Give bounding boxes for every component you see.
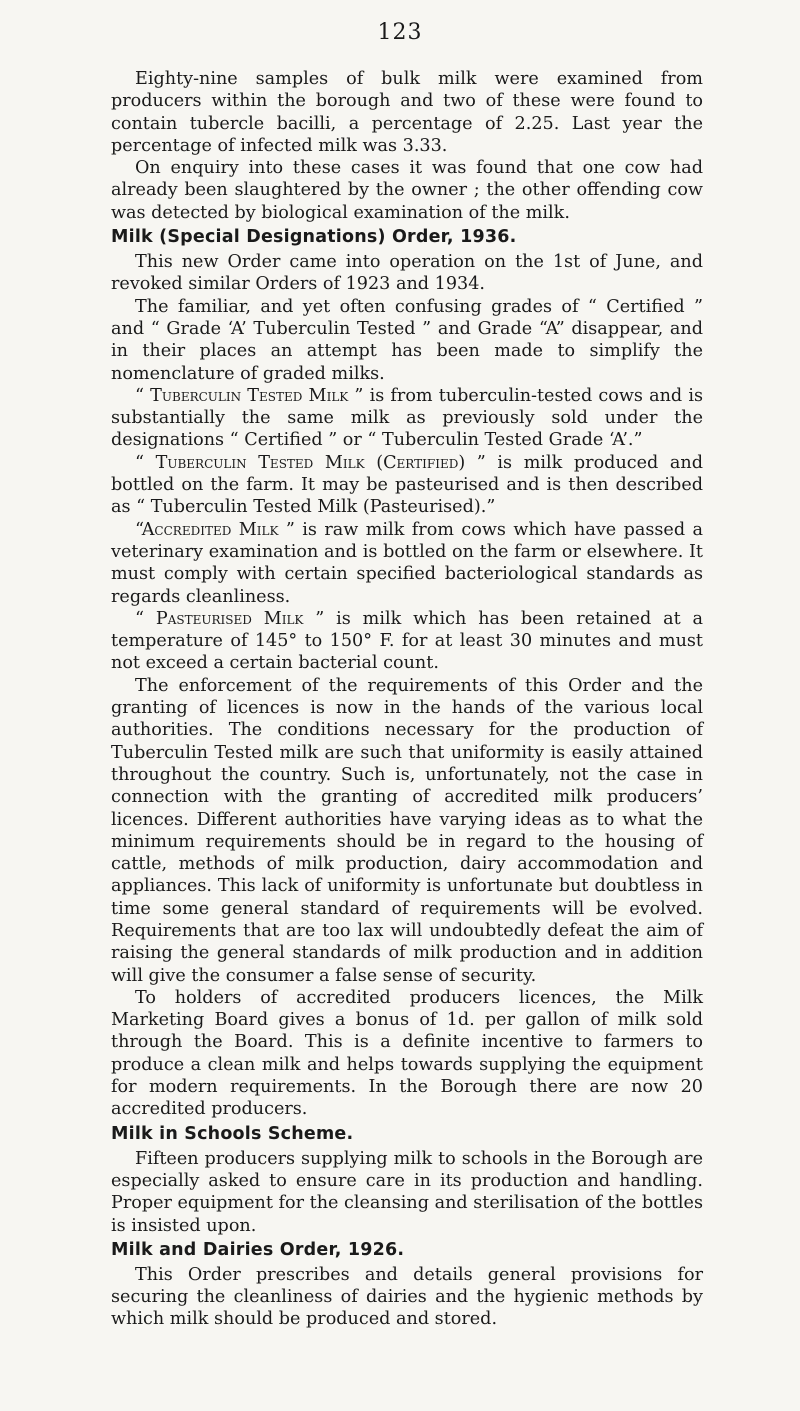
paragraph-order-operation: This new Order came into operation on the 1st of June, and revoked similar Orders of 1923 and 1934. — [111, 252, 703, 295]
heading-milk-dairies-order: Milk and Dairies Order, 1926. — [111, 1239, 405, 1260]
paragraph-marketing-board-bonus: To holders of accredited producers licences, the Milk Marketing Board gives a bonus of 1d. per gallon of milk sold through the Board. This is a definite incentive to farmers to produce a clean milk and helps towards supplying the equipment for modern requirements. In the Borough there are now 20 accredited producers. — [111, 987, 703, 1120]
term-tuberculin-tested-milk: “ Tuberculin Tested Milk ” — [135, 385, 364, 406]
paragraph-enforcement: The enforcement of the requirements of this Order and the granting of licences is now in the hands of the various local authorities. The conditions necessary for the production of Tuberculin Tested milk are such that uniformity is easily attained throughout the country. Such is, unfortunately, not the case in connection with the granting of accredited milk producers’ licences. Different authorities have varying ideas as to what the minimum requirements should be in regard to the housing of cattle, methods of milk production, dairy accommodation and appliances. This lack of uniformity is unfortunate but doubtless in time some general standard of requirements will be evolved. Requirements that are too lax will undoubtedly defeat the aim of raising the general standards of milk production and in addition will give the consumer a false sense of security. — [111, 675, 703, 986]
heading-special-designations-order: Milk (Special Designations) Order, 1936. — [111, 227, 517, 248]
term-tuberculin-tested-certified: “ Tuberculin Tested Milk (Certified) ” — [135, 452, 486, 473]
definition-accredited-milk: is raw milk from cows which have passed a veterinary examination and is bottled on the farm or elsewhere. It must comply with certain specified bacteriological standards as regards cleanliness. — [111, 519, 703, 607]
definition-tuberculin-tested-milk: is from tuberculin-tested cows and is substantially the same milk as previously sold under the designations “ Certified ” or “ Tuberculin Tested Grade ‘A’.” — [111, 385, 703, 451]
paragraph-tuberculin-tested-certified — [111, 452, 703, 519]
paragraph-schools-producers: Fifteen producers supplying milk to schools in the Borough are especially asked to ensure care in its production and handling. Proper equipment for the cleansing and sterilisation of the bottles is insisted upon. — [111, 1148, 703, 1236]
page-body — [111, 68, 703, 1331]
term-pasteurised-milk: “ Pasteurised Milk ” — [135, 608, 325, 629]
paragraph-dairies-order: This Order prescribes and details general provisions for securing the cleanliness of dairies and the hygienic methods by which milk should be produced and stored. — [111, 1264, 703, 1330]
definition-pasteurised-milk: is milk which has been retained at a temperature of 145° to 150° F. for at least 30 minutes and must not exceed a certain bacterial count. — [111, 608, 703, 674]
paragraph-accredited-milk — [111, 519, 703, 608]
paragraph-enquiry: On enquiry into these cases it was found that one cow had already been slaughtered by the owner ; the other offending cow was detected by biological examination of the milk. — [111, 158, 703, 223]
definition-tuberculin-tested-certified: is milk produced and bottled on the farm. It may be pasteurised and is then described as “ Tuberculin Tested Milk (Pasteurised).” — [111, 452, 704, 518]
heading-milk-in-schools: Milk in Schools Scheme. — [111, 1123, 354, 1144]
paragraph-bulk-milk-samples: Eighty-nine samples of bulk milk were examined from producers within the borough and two of these were found to contain tubercle bacilli, a percentage of 2.25. Last year the percentage of infected milk was 3.33. — [111, 69, 703, 156]
term-accredited-milk: “Accredited Milk ” — [135, 519, 295, 540]
paragraph-tuberculin-tested-milk — [111, 385, 703, 452]
page-number: 123 — [377, 20, 423, 45]
paragraph-pasteurised-milk — [111, 608, 703, 675]
paragraph-familiar-grades: The familiar, and yet often confusing grades of “ Certified ” and “ Grade ‘A’ Tuberculin Tested ” and Grade “A” disappear, and in their places an attempt has been made to simplify the nomenclature of graded milks. — [111, 296, 703, 384]
